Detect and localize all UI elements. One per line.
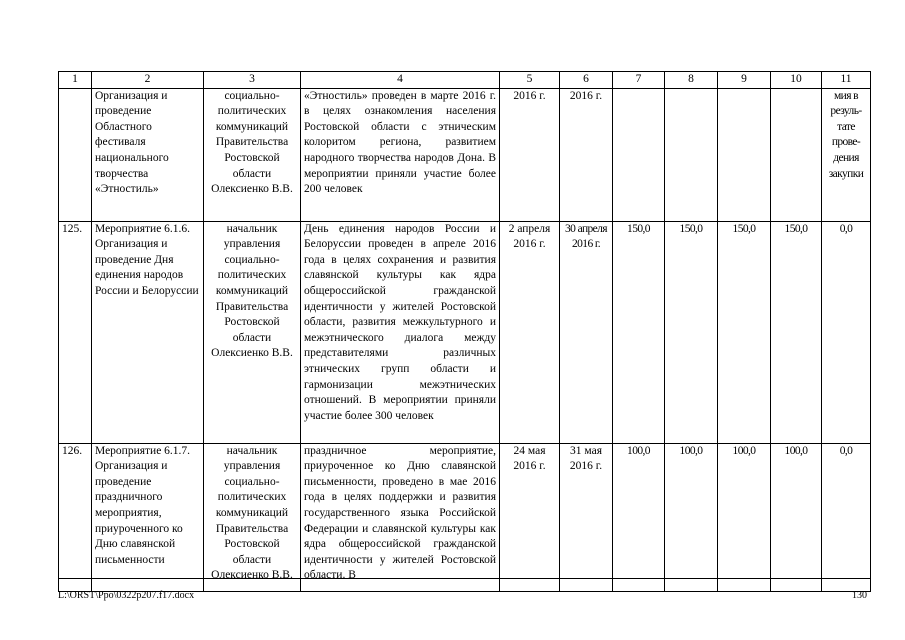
- value-col10: 150,0: [771, 221, 822, 443]
- value-col7: [613, 88, 665, 221]
- header-cell: 6: [560, 72, 613, 89]
- header-cell: 11: [822, 72, 871, 89]
- value-col11: 0,0: [822, 221, 871, 443]
- fact-date: 31 мая 2016 г.: [560, 443, 613, 591]
- header-cell: 5: [500, 72, 560, 89]
- header-cell: 4: [301, 72, 500, 89]
- value-col9: 100,0: [718, 443, 771, 591]
- plan-date: 2 апреля 2016 г.: [500, 221, 560, 443]
- header-cell: 8: [665, 72, 718, 89]
- table-row: [59, 221, 871, 443]
- header-cell: 10: [771, 72, 822, 89]
- value-col9: [718, 88, 771, 221]
- header-cell: 7: [613, 72, 665, 89]
- plan-date: 2016 г.: [500, 88, 560, 221]
- responsible-person: социально-политических коммуникаций Правительства Ростовской области Олексиенко В.В.: [204, 88, 301, 221]
- value-col10: [771, 88, 822, 221]
- value-col8: 150,0: [665, 221, 718, 443]
- header-cell: 2: [92, 72, 204, 89]
- result-text: праздничное мероприятие, приуроченное ко Дню славянской письменности, проведено в мае 2016 года в целях поддержки и развития государственного языка Российской Федерации и славянской культуры как ядра общероссийской гражданской идентичности у жителей Ростовской области. В: [301, 443, 500, 591]
- header-cell: 1: [59, 72, 92, 89]
- value-col8: 100,0: [665, 443, 718, 591]
- row-number: 125.: [59, 221, 92, 443]
- measure-name: Мероприятие 6.1.7. Организация и проведение праздничного мероприятия, приуроченного ко Дню славянской письменности: [92, 443, 204, 591]
- file-path: L:\ORST\Ppo\0322p207.f17.docx: [58, 590, 195, 601]
- measure-name: Организация и проведение Областного фестиваля национального творчества «Этностиль»: [92, 88, 204, 221]
- value-col9: 150,0: [718, 221, 771, 443]
- header-cell: 9: [718, 72, 771, 89]
- row-number: [59, 88, 92, 221]
- result-text: День единения народов России и Белоруссии проведен в апреле 2016 года в целях сохранения и развития славянской культуры как ядра общероссийской гражданской идентичности у жителей Ростовской области, развития межкультурного и межэтнического диалога между представителями различных этнических групп области и гармонизации межэтнических отношений. В мероприятии приняли участие более 300 человек: [301, 221, 500, 443]
- header-row: [59, 72, 871, 89]
- value-col11: мия в резуль-тате прове-дения закупки: [822, 88, 871, 221]
- footer-divider: [58, 578, 870, 579]
- row-number: 126.: [59, 443, 92, 591]
- value-col7: 150,0: [613, 221, 665, 443]
- fact-date: 30 апреля 2016 г.: [560, 221, 613, 443]
- header-cell: 3: [204, 72, 301, 89]
- plan-date: 24 мая 2016 г.: [500, 443, 560, 591]
- value-col8: [665, 88, 718, 221]
- responsible-person: начальник управления социально-политических коммуникаций Правительства Ростовской области Олексиенко В.В.: [204, 221, 301, 443]
- result-text: «Этностиль» проведен в марте 2016 г. в целях ознакомления населения Ростовской области с этническим колоритом региона, развитием народного творчества народов Дона. В мероприятии приняли участие более 200 человек: [301, 88, 500, 221]
- measure-name: Мероприятие 6.1.6. Организация и проведение Дня единения народов России и Белоруссии: [92, 221, 204, 443]
- table-row: [59, 443, 871, 591]
- fact-date: 2016 г.: [560, 88, 613, 221]
- page-number: 130: [852, 590, 867, 601]
- report-table: [58, 71, 871, 592]
- table-row: [59, 88, 871, 221]
- value-col7: 100,0: [613, 443, 665, 591]
- value-col11: 0,0: [822, 443, 871, 591]
- responsible-person: начальник управления социально-политических коммуникаций Правительства Ростовской области Олексиенко В.В.: [204, 443, 301, 591]
- value-col10: 100,0: [771, 443, 822, 591]
